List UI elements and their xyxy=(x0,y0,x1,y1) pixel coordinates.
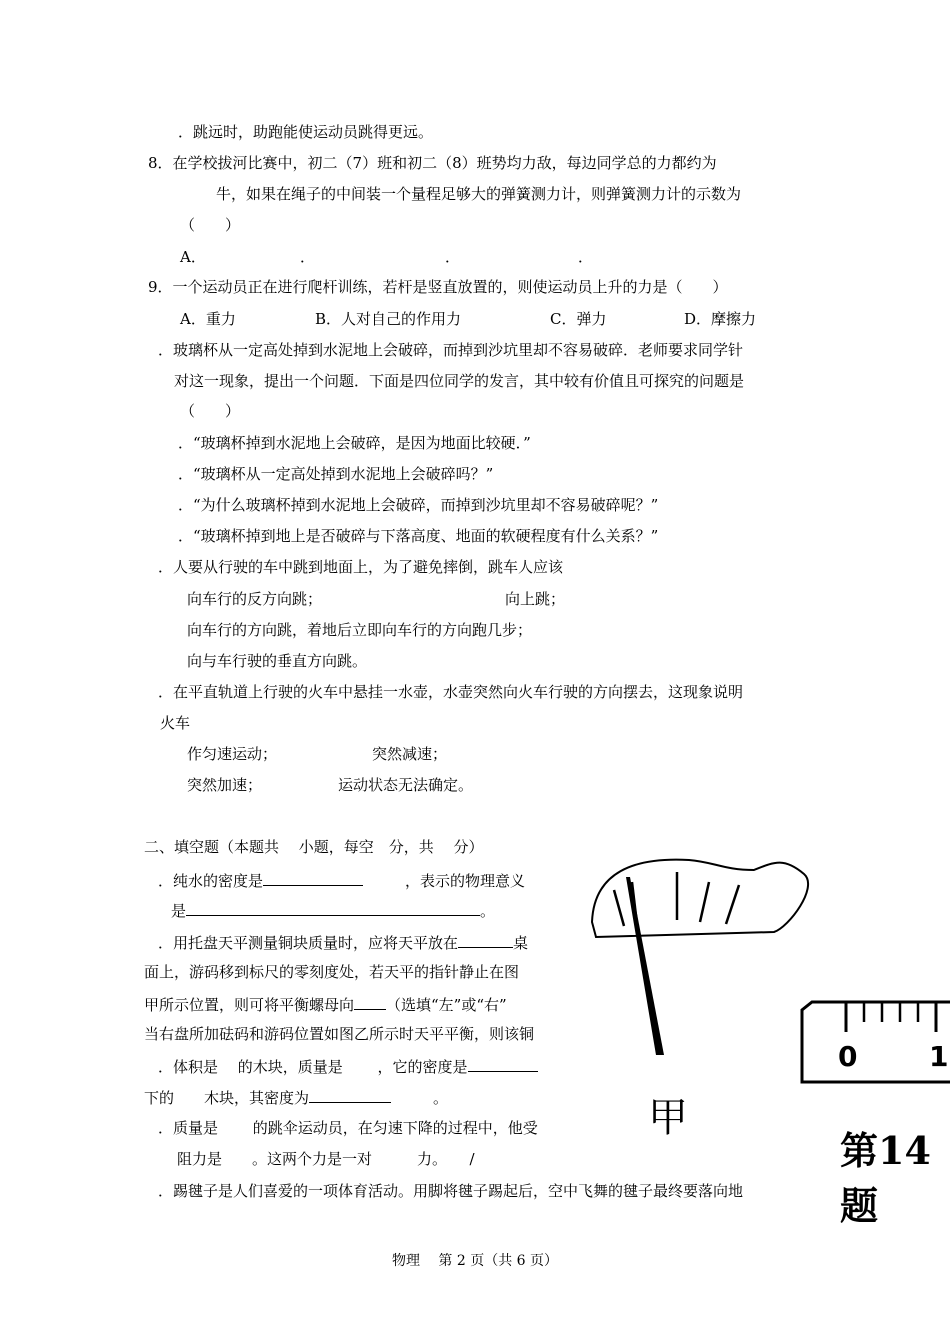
fill-2-line4: 当右盘所加砝码和游码位置如图乙所示时天平平衡，则该铜 xyxy=(144,1025,535,1043)
q8-option-b: ． xyxy=(300,248,316,266)
section-2-heading: 二、填空题（本题共 小题，每空 分，共 分） xyxy=(144,838,484,856)
fill-1-line2 xyxy=(171,899,495,921)
q11-option-1: 向车行的反方向跳； xyxy=(187,590,323,608)
fill-5-line1: ．踢毽子是人们喜爱的一项体育活动。用脚将毽子踢起后，空中飞舞的毽子最终要落向地 xyxy=(158,1182,744,1200)
q10-line2: 对这一现象，提出一个问题．下面是四位同学的发言，其中较有价值且可探究的问题是 xyxy=(174,372,745,390)
fill-3-line1 xyxy=(158,1055,538,1077)
ruler-label-1: 1 xyxy=(929,1040,949,1073)
fill-3-line2 xyxy=(144,1086,448,1108)
q10-option-1: ．“玻璃杯掉到水泥地上会破碎，是因为地面比较硬．” xyxy=(178,434,531,452)
fill-1-line1 xyxy=(158,869,525,891)
q11-option-4: 向与车行驶的垂直方向跳。 xyxy=(187,652,368,670)
figure-14 xyxy=(574,852,950,1228)
fill-2-line3 xyxy=(144,993,507,1015)
q10-option-4: ．“玻璃杯掉到地上是否破碎与下落高度、地面的软硬程度有什么关系？” xyxy=(178,527,659,545)
answer-blank[interactable] xyxy=(468,1055,538,1072)
q8-option-a: A． xyxy=(180,248,206,266)
q8-option-c: ． xyxy=(445,248,461,266)
fill-2-text-d: （选填“左”或“右” xyxy=(386,996,507,1014)
fill-1-text-a: ．纯水的密度是 xyxy=(158,872,264,890)
q8-line2: 牛，如果在绳子的中间装一个量程足够大的弹簧测力计，则弹簧测力计的示数为 xyxy=(216,185,742,203)
q8-option-d: ． xyxy=(578,248,594,266)
q11-option-2: 向上跳； xyxy=(505,590,566,608)
figure-caption: 第14题 xyxy=(840,1128,931,1228)
fill-1-text-b: ，表示的物理意义 xyxy=(405,872,526,890)
q10-option-3: ．“为什么玻璃杯掉到水泥地上会破碎，而掉到沙坑里却不容易破碎呢？” xyxy=(178,496,659,514)
fill-1-text-c: 是 xyxy=(171,902,187,920)
fill-2-text-a: ．用托盘天平测量铜块质量时，应将天平放在 xyxy=(158,934,459,952)
q12-line1: ．在平直轨道上行驶的火车中悬挂一水壶，水壶突然向火车行驶的方向摆去，这现象说明 xyxy=(158,683,744,701)
q12-option-3: 突然加速； xyxy=(187,776,263,794)
dial-tick xyxy=(726,885,739,924)
q8-line1: 8．在学校拔河比赛中，初二（7）班和初二（8）班势均力敌，每边同学总的力都约为 xyxy=(148,154,717,172)
fill-2-line1 xyxy=(158,931,528,953)
q11-option-3: 向车行的方向跳，着地后立即向车行的方向跑几步； xyxy=(187,621,533,639)
label-jia: 甲 xyxy=(648,1095,688,1141)
q12-option-4: 运动状态无法确定。 xyxy=(338,776,474,794)
fill-2-text-c: 甲所示位置，则可将平衡螺母向 xyxy=(144,996,355,1014)
q9-option-d: D．摩擦力 xyxy=(684,310,757,328)
q12-option-2: 突然减速； xyxy=(372,745,448,763)
fill-4-line2: 阻力是 。这两个力是一对 力。 / xyxy=(177,1150,475,1168)
q8-line3: （ ） xyxy=(180,216,241,234)
q12-line2: 火车 xyxy=(160,714,191,732)
ruler-label-0: 0 xyxy=(838,1040,858,1073)
answer-blank[interactable] xyxy=(263,869,363,886)
dial-tick xyxy=(614,890,624,926)
q9-option-a: A．重力 xyxy=(180,310,236,328)
answer-blank[interactable] xyxy=(186,899,480,916)
answer-blank[interactable] xyxy=(458,931,513,948)
q12-option-1: 作匀速运动； xyxy=(187,745,278,763)
q11-line: ．人要从行驶的车中跳到地面上，为了避免摔倒，跳车人应该 xyxy=(158,558,564,576)
answer-blank[interactable] xyxy=(309,1086,391,1103)
ruler-outline xyxy=(802,1002,950,1082)
q9-option-c: C．弹力 xyxy=(550,310,607,328)
line-long-jump: ．跳远时，助跑能使运动员跳得更远。 xyxy=(178,123,434,141)
balance-pointer xyxy=(626,877,664,1055)
q10-line1: ．玻璃杯从一定高处掉到水泥地上会破碎，而掉到沙坑里却不容易破碎．老师要求同学针 xyxy=(158,341,744,359)
q10-option-2: ．“玻璃杯从一定高处掉到水泥地上会破碎吗？” xyxy=(178,465,494,483)
fill-3-text-a: ．体积是 的木块，质量是 ，它的密度是 xyxy=(158,1058,468,1076)
fill-4-line1: ．质量是 的跳伞运动员，在匀速下降的过程中，他受 xyxy=(158,1119,538,1137)
q10-line3: （ ） xyxy=(180,402,241,420)
fill-3-text-b: 下的 木块，其密度为 xyxy=(144,1089,310,1107)
answer-blank[interactable] xyxy=(354,993,386,1010)
dial-tick xyxy=(700,882,709,922)
fill-2-line2: 面上，游码移到标尺的零刻度处，若天平的指针静止在图 xyxy=(144,963,520,981)
page-footer: 物理 第 2 页（共 6 页） xyxy=(391,1253,559,1269)
q9-option-b: B．人对自己的作用力 xyxy=(315,310,462,328)
fill-1-text-d: 。 xyxy=(480,902,496,920)
fill-2-text-b: 桌 xyxy=(513,934,529,952)
q9-line: 9．一个运动员正在进行爬杆训练，若杆是竖直放置的，则使运动员上升的力是（ ） xyxy=(148,278,728,296)
fill-3-text-c: 。 xyxy=(433,1089,449,1107)
